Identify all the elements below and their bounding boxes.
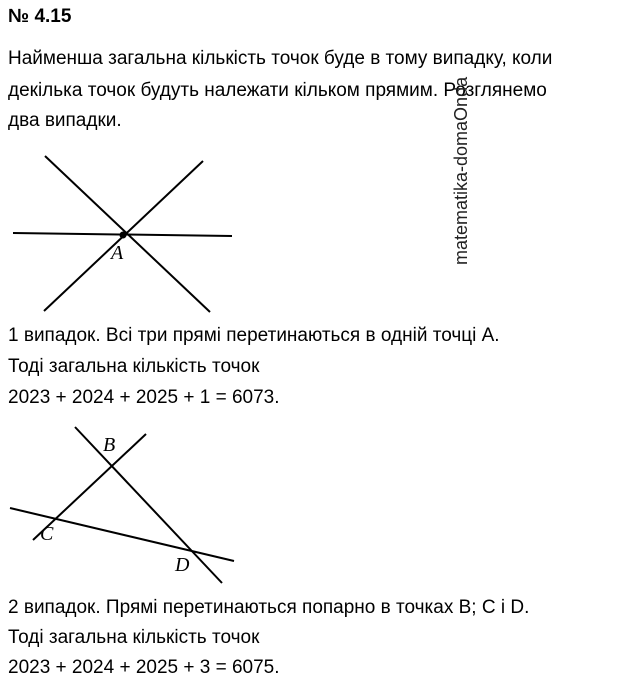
fig2-label-d: D [175,554,190,576]
case-2-line-3: 2023 + 2024 + 2025 + 3 = 6075. [8,657,280,678]
fig2-label-c: C [40,523,54,545]
case-1-line-1: 1 випадок. Всі три прямі перетинаються в одній точці А. [8,325,500,346]
case-1-line-2: Тоді загальна кількість точок [8,356,260,377]
fig2-line-bd [75,427,222,583]
problem-number: № 4.15 [8,6,72,27]
case-2-line-1: 2 випадок. Прямі перетинаються попарно в точках B; C і D. [8,597,530,618]
intro-line-2: декілька точок будуть належати кільком прямим. Розглянемо [8,80,547,101]
fig2-label-b: B [103,434,116,456]
case-1-line-3: 2023 + 2024 + 2025 + 1 = 6073. [8,387,280,408]
intro-line-1: Найменша загальна кількість точок буде в тому випадку, коли [8,48,553,69]
intro-line-3: два випадки. [8,110,122,131]
fig1-label-a: A [111,242,124,264]
watermark: matematika-domaOnda [451,76,471,265]
case-2-line-2: Тоді загальна кількість точок [8,627,260,648]
